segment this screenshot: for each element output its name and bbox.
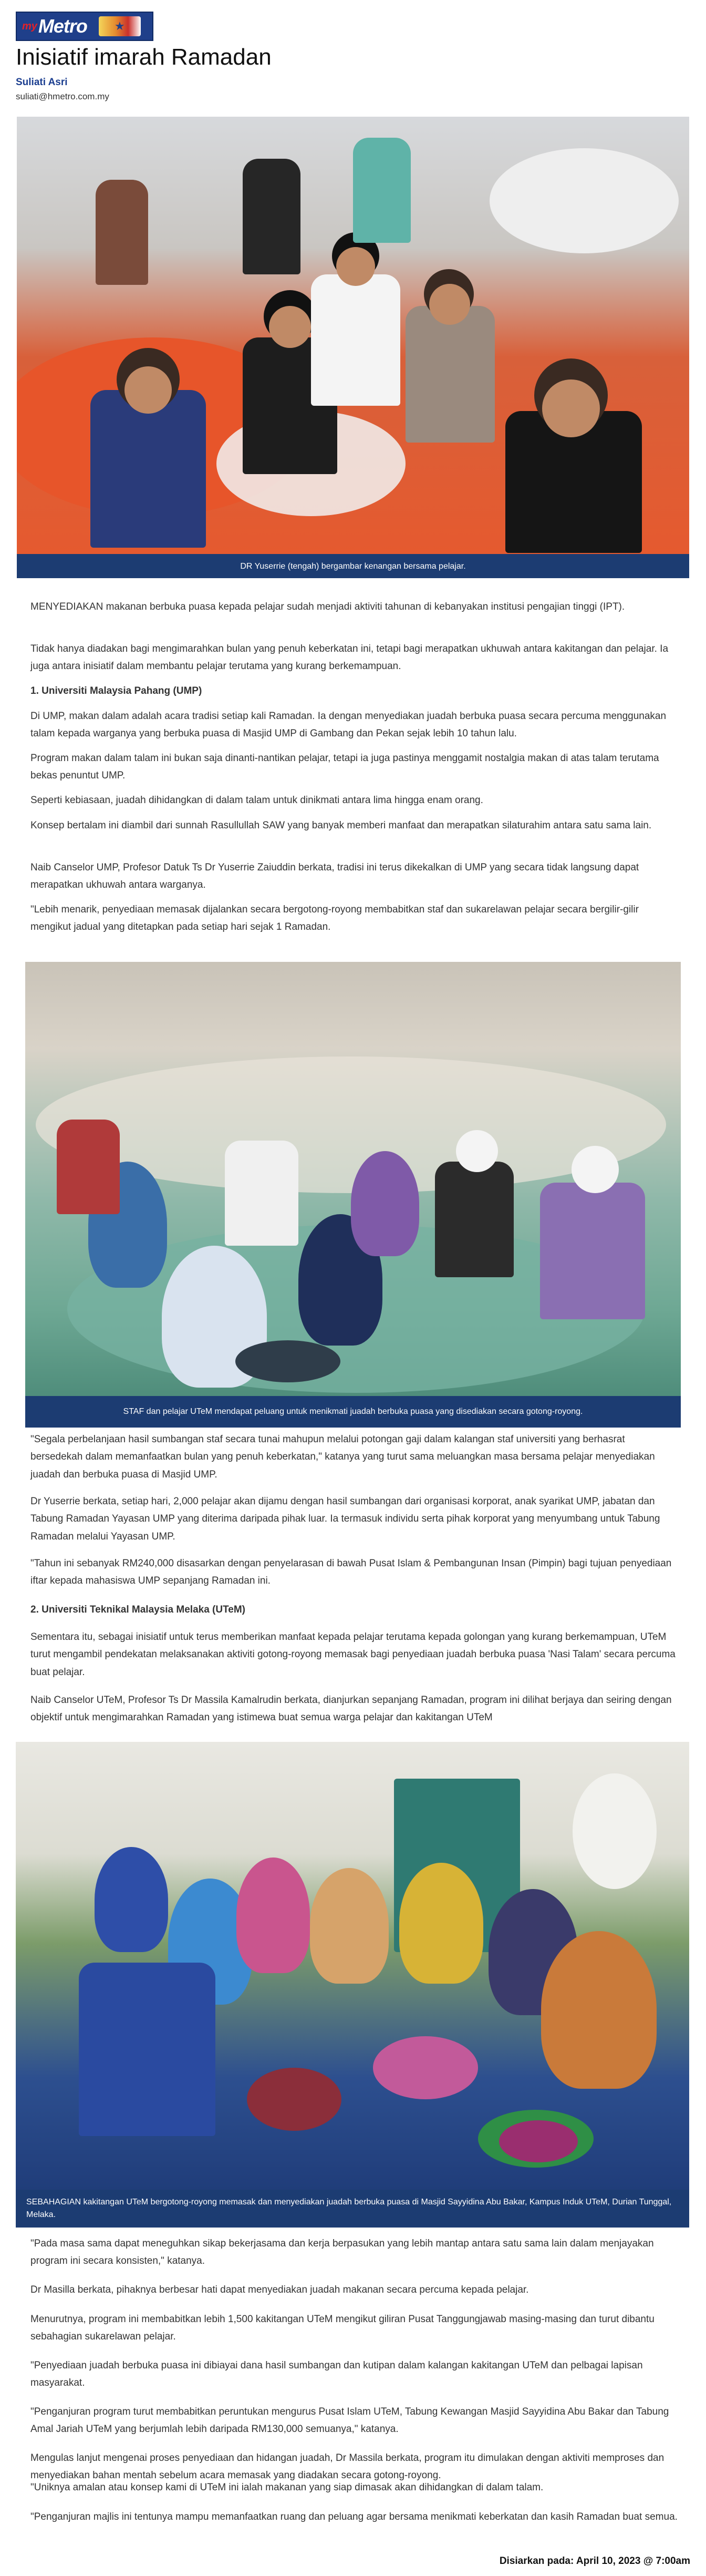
paragraph-9: "Segala perbelanjaan hasil sumbangan staf secara tunai mahupun melalui potongan gaji dalam kalangan staf universiti yang berhasrat bersedekah dalam memanfaatkan bulan yang penuh keberkatan," katanya yang turut sama meluangkan masa bersama pelajar menyediakan juadah dan berbuka puasa di Masjid UMP. bbox=[30, 1434, 655, 1480]
figure-3 bbox=[16, 1742, 689, 2228]
figure-3-caption: SEBAHAGIAN kakitangan UTeM bergotong-royong memasak dan menyediakan juadah berbuka puasa di Masjid Sayyidina Abu Bakar, Kampus Induk UTeM, Durian Tunggal, Melaka. bbox=[16, 2190, 689, 2228]
paragraph-10: Dr Yuserrie berkata, setiap hari, 2,000 pelajar akan dijamu dengan hasil sumbangan dari organisasi korporat, anak syarikat UMP, jabatan dan Tabung Ramadan Yayasan UMP yang diterima daripada pihak luar. Ia termasuk individu serta pihak korporat yang menyumbang untuk Tabung Ramadan melalui Yayasan UMP. bbox=[30, 1496, 660, 1542]
publish-date: Disiarkan pada: April 10, 2023 @ 7:00am bbox=[499, 2556, 690, 2567]
paragraph-5: Seperti kebiasaan, juadah dihidangkan di dalam talam untuk dinikmati antara lima hingga enam orang. bbox=[30, 795, 483, 806]
hmetro-logo[interactable] bbox=[16, 12, 153, 41]
paragraph-16: Menurutnya, program ini membabitkan lebih 1,500 kakitangan UTeM mengikut giliran Pusat Tanggungjawab masing-masing dan turut dibantu sebahagian sukarelawan pelajar. bbox=[30, 2314, 655, 2343]
photo-students-group bbox=[17, 117, 689, 554]
figure-1-caption: DR Yuserrie (tengah) bergambar kenangan bersama pelajar. bbox=[17, 554, 689, 578]
photo-staff-cooking bbox=[16, 1742, 689, 2190]
paragraph-6: Konsep bertalam ini diambil dari sunnah Rasullullah SAW yang banyak memberi manfaat dan merapatkan silaturahim antara satu sama lain. bbox=[30, 820, 652, 831]
paragraph-14: "Pada masa sama dapat meneguhkan sikap bekerjasama dan kerja berpasukan yang lebih mantap antara satu sama lain dalam menjayakan program ini secara konsisten," katanya. bbox=[30, 2238, 654, 2267]
figure-2-caption: STAF dan pelajar UTeM mendapat peluang untuk menikmati juadah berbuka puasa yang disediakan secara gotong-royong. bbox=[25, 1396, 681, 1428]
author-email[interactable]: suliati@hmetro.com.my bbox=[16, 91, 109, 101]
figure-1 bbox=[17, 117, 689, 578]
article-title: Inisiatif imarah Ramadan bbox=[16, 44, 272, 70]
paragraph-13: Naib Canselor UTeM, Profesor Ts Dr Massila Kamalrudin berkata, dianjurkan sepanjang Ramadan, program ini dilihat berjaya dan seiring dengan objektif untuk mengimarahkan Ramadan yang istimewa buat semua warga pelajar dan kakitangan UTeM bbox=[30, 1695, 672, 1723]
paragraph-8: "Lebih menarik, penyediaan memasak dijalankan secara bergotong-royong membabitkan staf dan sukarelawan pelajar secara bergilir-gilir mengikut jadual yang ditetapkan pada setiap hari sejak 1 Ramadan. bbox=[30, 904, 639, 933]
section-heading-ump: 1. Universiti Malaysia Pahang (UMP) bbox=[30, 685, 202, 696]
paragraph-15: Dr Masilla berkata, pihaknya berbesar hati dapat menyediakan juadah makanan secara percuma kepada pelajar. bbox=[30, 2284, 529, 2295]
paragraph-4: Program makan dalam talam ini bukan saja dinanti-nantikan pelajar, tetapi ia juga pastinya menggamit nostalgia makan di atas talam terutama bekas penuntut UMP. bbox=[30, 753, 659, 782]
paragraph-21: "Penganjuran majlis ini tentunya mampu memanfaatkan ruang dan peluang agar bersama menikmati keberkatan dan kasih Ramadan buat semua. bbox=[30, 2511, 678, 2522]
photo-iftar-mosque bbox=[25, 962, 681, 1396]
section-heading-utem: 2. Universiti Teknikal Malaysia Melaka (UTeM) bbox=[30, 1604, 246, 1615]
logo-wordmark: Metro bbox=[38, 15, 87, 37]
paragraph-20: "Uniknya amalan atau konsep kami di UTeM ini ialah makanan yang siap dimasak akan dihidangkan di dalam talam. bbox=[30, 2482, 544, 2493]
logo-prefix: my bbox=[22, 20, 37, 32]
author-name[interactable]: Suliati Asri bbox=[16, 77, 68, 88]
paragraph-12: Sementara itu, sebagai inisiatif untuk terus memberikan manfaat kepada pelajar terutama kepada golongan yang kurang berkemampuan, UTeM turut mengambil pendekatan melaksanakan aktiviti gotong-royong memasak bagi penyediaan juadah berbuka puasa 'Nasi Talam' secara percuma buat pelajar. bbox=[30, 1631, 676, 1678]
paragraph-7: Naib Canselor UMP, Profesor Datuk Ts Dr Yuserrie Zaiuddin berkata, tradisi ini terus dikekalkan di UMP yang secara tidak langsung dapat merapatkan ukhuwah antara warganya. bbox=[30, 862, 639, 891]
logo-emblem-icon: ★ bbox=[99, 16, 141, 36]
paragraph-18: "Penganjuran program turut membabitkan peruntukan mengurus Pusat Islam UTeM, Tabung Kewangan Masjid Sayyidina Abu Bakar dan Tabung Amal Jariah UTeM yang berjumlah lebih daripada RM130,000 semuanya," katanya. bbox=[30, 2406, 669, 2435]
paragraph-19: Mengulas lanjut mengenai proses penyediaan dan hidangan juadah, Dr Massila berkata, program itu dimulakan dengan aktiviti memproses dan menyediakan bahan mentah sebelum acara memasak yang diadakan secara gotong-royong. bbox=[30, 2452, 665, 2481]
paragraph-2: Tidak hanya diadakan bagi mengimarahkan bulan yang penuh keberkatan ini, tetapi bagi merapatkan ukhuwah antara kakitangan dan pelajar. Ia juga antara inisiatif dalam membantu pelajar terutama yang kurang berkemampuan. bbox=[30, 643, 669, 672]
paragraph-17: "Penyediaan juadah berbuka puasa ini dibiayai dana hasil sumbangan dan kutipan dalam kalangan kakitangan UTeM dan pelbagai lapisan masyarakat. bbox=[30, 2360, 643, 2389]
paragraph-3: Di UMP, makan dalam adalah acara tradisi setiap kali Ramadan. Ia dengan menyediakan juadah berbuka puasa secara percuma menggunakan talam kepada warganya yang berbuka puasa di Masjid UMP di Gambang dan Pekan sejak lebih 10 tahun lalu. bbox=[30, 711, 667, 740]
figure-2 bbox=[25, 962, 681, 1428]
paragraph-11: "Tahun ini sebanyak RM240,000 disasarkan dengan penyelarasan di bawah Pusat Islam & Pembangunan Insan (Pimpin) bagi tujuan penyediaan iftar kepada mahasiswa UMP sepanjang Ramadan ini. bbox=[30, 1558, 672, 1587]
paragraph-1: MENYEDIAKAN makanan berbuka puasa kepada pelajar sudah menjadi aktiviti tahunan di kebanyakan institusi pengajian tinggi (IPT). bbox=[30, 601, 625, 612]
